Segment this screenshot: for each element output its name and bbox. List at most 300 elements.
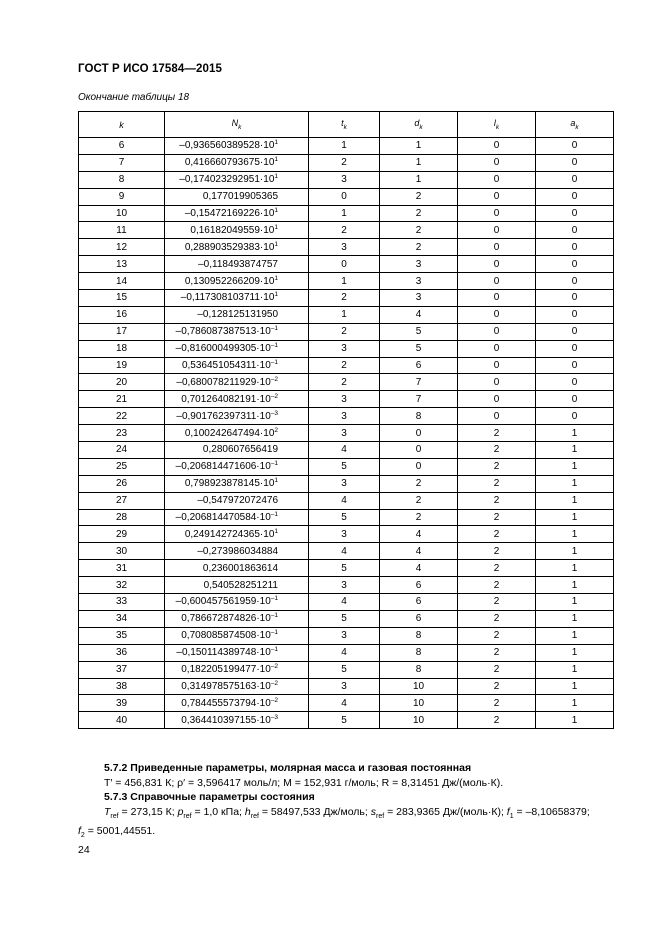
cell-dk: 10	[380, 678, 458, 695]
nk-mantissa: 0,798923878145·10	[184, 478, 275, 490]
nk-exponent: –1	[270, 646, 278, 654]
cell-ak: 0	[536, 273, 614, 290]
cell-nk	[165, 323, 309, 340]
table-row	[79, 256, 614, 273]
cell-tk: 3	[309, 526, 380, 543]
cell-dk: 3	[380, 256, 458, 273]
cell-tk: 3	[309, 678, 380, 695]
nk-exponent: 1	[274, 274, 278, 282]
cell-tk: 5	[309, 712, 380, 729]
table-row	[79, 391, 614, 408]
cell-nk	[165, 526, 309, 543]
cell-nk	[165, 492, 309, 509]
nk-mantissa: 0,416660793675·10	[184, 157, 275, 169]
cell-dk: 7	[380, 374, 458, 391]
nk-exponent: –3	[270, 713, 278, 721]
nk-exponent: –2	[270, 663, 278, 671]
nk-exponent: 1	[274, 477, 278, 485]
nk-mantissa: 0,236001863614	[202, 562, 278, 574]
cell-nk	[165, 256, 309, 273]
nk-mantissa: 0,16182049559·10	[190, 224, 275, 236]
cell-k: 30	[79, 543, 165, 560]
cell-tk: 5	[309, 458, 380, 475]
cell-k: 13	[79, 256, 165, 273]
cell-k: 18	[79, 340, 165, 357]
nk-exponent: –1	[270, 511, 278, 519]
cell-nk	[165, 594, 309, 611]
cell-tk: 4	[309, 644, 380, 661]
cell-dk: 2	[380, 222, 458, 239]
cell-tk: 4	[309, 695, 380, 712]
table-row	[79, 442, 614, 459]
table-row	[79, 644, 614, 661]
table-row	[79, 577, 614, 594]
cell-dk: 8	[380, 408, 458, 425]
nk-mantissa: 0,182205199477·10	[181, 664, 271, 676]
nk-mantissa: 0,784455573794·10	[181, 697, 271, 709]
cell-dk: 2	[380, 475, 458, 492]
cell-k: 15	[79, 290, 165, 307]
nk-exponent: 1	[274, 173, 278, 181]
cell-tk: 3	[309, 171, 380, 188]
table-row	[79, 340, 614, 357]
table-row	[79, 239, 614, 256]
cell-ak: 1	[536, 543, 614, 560]
cell-ak: 0	[536, 290, 614, 307]
cell-lk: 2	[458, 560, 536, 577]
cell-tk: 2	[309, 154, 380, 171]
nk-mantissa: –0,547972072476	[197, 495, 278, 507]
nk-mantissa: –0,128125131950	[197, 309, 278, 321]
cell-nk	[165, 644, 309, 661]
cell-ak: 0	[536, 391, 614, 408]
table-row	[79, 374, 614, 391]
table-row	[79, 458, 614, 475]
table-row	[79, 138, 614, 155]
cell-lk: 2	[458, 543, 536, 560]
nk-exponent: 1	[274, 156, 278, 164]
cell-k: 20	[79, 374, 165, 391]
cell-dk: 1	[380, 138, 458, 155]
cell-lk: 2	[458, 594, 536, 611]
cell-dk: 4	[380, 306, 458, 323]
table-row	[79, 678, 614, 695]
cell-dk: 5	[380, 340, 458, 357]
nk-exponent: –2	[270, 392, 278, 400]
table-header-row	[79, 112, 614, 138]
cell-lk: 0	[458, 408, 536, 425]
cell-k: 32	[79, 577, 165, 594]
nk-mantissa: 0,540528251211	[203, 579, 278, 591]
nk-exponent: 1	[274, 223, 278, 231]
cell-dk: 6	[380, 610, 458, 627]
cell-k: 28	[79, 509, 165, 526]
cell-tk: 4	[309, 594, 380, 611]
sections	[78, 761, 618, 844]
table-row	[79, 171, 614, 188]
table-body	[79, 138, 614, 729]
nk-exponent: –2	[270, 696, 278, 704]
cell-lk: 0	[458, 391, 536, 408]
document-header: ГОСТ Р ИСО 17584—2015	[78, 63, 223, 75]
nk-exponent: 1	[274, 291, 278, 299]
cell-dk: 1	[380, 154, 458, 171]
cell-tk: 2	[309, 222, 380, 239]
section-573-heading: 5.7.3 Справочные параметры состояния	[104, 791, 315, 803]
cell-k: 38	[79, 678, 165, 695]
cell-lk: 2	[458, 644, 536, 661]
cell-k: 9	[79, 188, 165, 205]
nk-exponent: 1	[274, 139, 278, 147]
cell-k: 7	[79, 154, 165, 171]
nk-mantissa: 0,130952266209·10	[184, 275, 275, 287]
cell-k: 21	[79, 391, 165, 408]
cell-nk	[165, 340, 309, 357]
cell-ak: 0	[536, 138, 614, 155]
section-572-text: T′ = 456,831 К; ρ′ = 3,596417 моль/л; M = 152,931 г/моль; R = 8,31451 Дж/(моль·К).	[104, 776, 504, 789]
cell-nk	[165, 543, 309, 560]
col-header-dk: $d_k$	[380, 112, 458, 138]
cell-lk: 2	[458, 678, 536, 695]
cell-nk	[165, 408, 309, 425]
cell-dk: 6	[380, 594, 458, 611]
cell-dk: 2	[380, 188, 458, 205]
cell-ak: 1	[536, 560, 614, 577]
cell-nk	[165, 306, 309, 323]
cell-dk: 8	[380, 627, 458, 644]
nk-mantissa: –0,150114389748·10	[176, 647, 271, 659]
cell-k: 6	[79, 138, 165, 155]
nk-mantissa: –0,15472169226·10	[184, 208, 275, 219]
cell-tk: 2	[309, 374, 380, 391]
cell-dk: 8	[380, 661, 458, 678]
nk-mantissa: 0,314978575163·10	[181, 680, 271, 692]
cell-tk: 3	[309, 239, 380, 256]
table-row	[79, 290, 614, 307]
cell-ak: 1	[536, 458, 614, 475]
table-row	[79, 188, 614, 205]
cell-nk	[165, 425, 309, 442]
table-row	[79, 695, 614, 712]
cell-k: 34	[79, 610, 165, 627]
cell-ak: 1	[536, 475, 614, 492]
cell-nk	[165, 138, 309, 155]
cell-tk: 5	[309, 560, 380, 577]
nk-mantissa: –0,118493874757	[198, 258, 278, 270]
cell-k: 22	[79, 408, 165, 425]
cell-nk	[165, 509, 309, 526]
nk-mantissa: –0,786087387513·10	[175, 326, 271, 338]
cell-nk	[165, 222, 309, 239]
cell-dk: 1	[380, 171, 458, 188]
cell-k: 23	[79, 425, 165, 442]
cell-ak: 0	[536, 205, 614, 222]
cell-lk: 0	[458, 340, 536, 357]
cell-dk: 5	[380, 323, 458, 340]
cell-k: 36	[79, 644, 165, 661]
nk-mantissa: 0,701264082191·10	[181, 393, 271, 405]
cell-lk: 0	[458, 323, 536, 340]
cell-lk: 0	[458, 357, 536, 374]
cell-nk	[165, 188, 309, 205]
cell-nk	[165, 678, 309, 695]
table-row	[79, 425, 614, 442]
col-header-k: k	[79, 112, 165, 138]
table-row	[79, 205, 614, 222]
cell-ak: 0	[536, 188, 614, 205]
nk-mantissa: –0,273986034884	[197, 545, 278, 557]
cell-nk	[165, 290, 309, 307]
cell-tk: 2	[309, 290, 380, 307]
cell-ak: 0	[536, 154, 614, 171]
cell-lk: 0	[458, 239, 536, 256]
cell-tk: 1	[309, 273, 380, 290]
nk-exponent: 1	[274, 207, 278, 214]
table-row	[79, 526, 614, 543]
cell-k: 12	[79, 239, 165, 256]
cell-lk: 2	[458, 661, 536, 678]
table-row	[79, 560, 614, 577]
cell-nk	[165, 577, 309, 594]
cell-tk: 3	[309, 577, 380, 594]
cell-k: 27	[79, 492, 165, 509]
table-row	[79, 661, 614, 678]
cell-tk: 1	[309, 138, 380, 155]
cell-nk	[165, 610, 309, 627]
col-header-nk: $N_k$	[165, 112, 309, 138]
cell-tk: 5	[309, 661, 380, 678]
cell-k: 16	[79, 306, 165, 323]
nk-mantissa: 0,536451054311·10	[181, 360, 271, 372]
cell-ak: 1	[536, 627, 614, 644]
cell-nk	[165, 712, 309, 729]
nk-mantissa: 0,100242647494·10	[184, 427, 275, 439]
cell-k: 17	[79, 323, 165, 340]
table-row	[79, 594, 614, 611]
nk-mantissa: –0,680078211929·10	[176, 376, 271, 388]
cell-dk: 3	[380, 290, 458, 307]
cell-nk	[165, 475, 309, 492]
nk-exponent: –1	[270, 612, 278, 620]
cell-ak: 0	[536, 222, 614, 239]
cell-nk	[165, 357, 309, 374]
cell-dk: 3	[380, 273, 458, 290]
cell-dk: 4	[380, 526, 458, 543]
cell-ak: 1	[536, 425, 614, 442]
nk-mantissa: 0,708085874508·10	[181, 630, 271, 642]
col-header-ak: $a_k$	[536, 112, 614, 138]
cell-lk: 2	[458, 712, 536, 729]
cell-lk: 0	[458, 138, 536, 155]
cell-nk	[165, 171, 309, 188]
cell-k: 33	[79, 594, 165, 611]
cell-nk	[165, 154, 309, 171]
cell-lk: 2	[458, 458, 536, 475]
cell-k: 10	[79, 205, 165, 222]
cell-nk	[165, 661, 309, 678]
cell-lk: 0	[458, 205, 536, 222]
col-header-tk: $t_k$	[309, 112, 380, 138]
table-row	[79, 509, 614, 526]
cell-nk	[165, 695, 309, 712]
cell-lk: 2	[458, 475, 536, 492]
table-row	[79, 712, 614, 729]
nk-exponent: –3	[270, 409, 278, 417]
cell-dk: 10	[380, 712, 458, 729]
nk-mantissa: –0,117308103711·10	[180, 292, 275, 304]
cell-dk: 10	[380, 695, 458, 712]
cell-dk: 0	[380, 425, 458, 442]
nk-mantissa: 0,786672874826·10	[181, 613, 271, 625]
cell-ak: 1	[536, 492, 614, 509]
cell-ak: 0	[536, 306, 614, 323]
nk-mantissa: –0,936560389528·10	[179, 140, 275, 152]
section-572-heading: 5.7.2 Приведенные параметры, молярная масса и газовая постоянная	[104, 762, 472, 774]
nk-exponent: 1	[274, 240, 278, 248]
cell-k: 40	[79, 712, 165, 729]
cell-tk: 3	[309, 408, 380, 425]
cell-tk: 0	[309, 256, 380, 273]
col-header-lk: $l_k$	[458, 112, 536, 138]
cell-ak: 0	[536, 374, 614, 391]
cell-ak: 1	[536, 695, 614, 712]
cell-ak: 0	[536, 340, 614, 357]
cell-tk: 5	[309, 509, 380, 526]
cell-tk: 4	[309, 543, 380, 560]
cell-nk	[165, 458, 309, 475]
cell-dk: 0	[380, 458, 458, 475]
table-caption: Окончание таблицы 18	[78, 92, 190, 103]
cell-ak: 1	[536, 442, 614, 459]
nk-exponent: –2	[270, 375, 278, 383]
nk-mantissa: –0,206814471606·10	[175, 461, 271, 473]
cell-dk: 7	[380, 391, 458, 408]
cell-k: 24	[79, 442, 165, 459]
table-row	[79, 627, 614, 644]
nk-mantissa: –0,174023292951·10	[179, 174, 275, 186]
page-number: 24	[78, 844, 90, 856]
cell-lk: 2	[458, 442, 536, 459]
cell-dk: 2	[380, 205, 458, 222]
cell-ak: 1	[536, 712, 614, 729]
cell-tk: 4	[309, 442, 380, 459]
table-row	[79, 357, 614, 374]
nk-exponent: –1	[270, 342, 278, 350]
cell-ak: 0	[536, 357, 614, 374]
cell-lk: 0	[458, 256, 536, 273]
nk-mantissa: –0,600457561959·10	[175, 596, 271, 608]
cell-dk: 6	[380, 577, 458, 594]
cell-tk: 3	[309, 627, 380, 644]
cell-lk: 2	[458, 526, 536, 543]
cell-nk	[165, 374, 309, 391]
cell-k: 39	[79, 695, 165, 712]
table-row	[79, 543, 614, 560]
cell-k: 35	[79, 627, 165, 644]
cell-tk: 3	[309, 425, 380, 442]
cell-lk: 2	[458, 577, 536, 594]
cell-nk	[165, 560, 309, 577]
cell-dk: 0	[380, 442, 458, 459]
cell-ak: 0	[536, 239, 614, 256]
cell-dk: 2	[380, 239, 458, 256]
nk-exponent: –1	[270, 595, 278, 603]
table-row	[79, 222, 614, 239]
nk-exponent: –2	[270, 679, 278, 687]
nk-mantissa: 0,177019905365	[202, 191, 278, 203]
cell-ak: 1	[536, 509, 614, 526]
cell-lk: 0	[458, 273, 536, 290]
cell-k: 8	[79, 171, 165, 188]
cell-lk: 0	[458, 188, 536, 205]
nk-exponent: –1	[270, 460, 278, 468]
section-573-text: $T_{ref} = 273,15$ К; $p_{ref} = 1,0$ кПа; $h_{ref} = 58497,533$ Дж/моль; $s_{ref} = 283,9365$ Дж/(моль·К); $f_1 = -8,10658379$;	[104, 805, 590, 820]
cell-lk: 0	[458, 374, 536, 391]
table-row	[79, 610, 614, 627]
cell-dk: 4	[380, 560, 458, 577]
nk-mantissa: –0,901762397311·10	[176, 410, 271, 422]
nk-mantissa: –0,816000499305·10	[175, 343, 271, 355]
cell-k: 25	[79, 458, 165, 475]
cell-lk: 0	[458, 290, 536, 307]
nk-mantissa: 0,288903529383·10	[184, 241, 275, 253]
cell-nk	[165, 627, 309, 644]
cell-tk: 1	[309, 306, 380, 323]
cell-lk: 2	[458, 695, 536, 712]
cell-lk: 0	[458, 154, 536, 171]
cell-k: 26	[79, 475, 165, 492]
nk-exponent: 2	[274, 426, 278, 434]
nk-exponent: 1	[274, 527, 278, 535]
cell-ak: 1	[536, 678, 614, 695]
table-row	[79, 492, 614, 509]
cell-ak: 1	[536, 610, 614, 627]
cell-lk: 0	[458, 171, 536, 188]
cell-tk: 2	[309, 357, 380, 374]
cell-nk	[165, 273, 309, 290]
cell-ak: 0	[536, 408, 614, 425]
cell-lk: 2	[458, 509, 536, 526]
cell-ak: 1	[536, 526, 614, 543]
table-row	[79, 306, 614, 323]
cell-k: 29	[79, 526, 165, 543]
cell-dk: 2	[380, 509, 458, 526]
cell-lk: 2	[458, 610, 536, 627]
cell-tk: 4	[309, 492, 380, 509]
nk-exponent: –1	[270, 629, 278, 637]
cell-tk: 3	[309, 475, 380, 492]
table-row	[79, 475, 614, 492]
cell-nk	[165, 442, 309, 459]
cell-lk: 2	[458, 492, 536, 509]
coefficients-table	[78, 111, 614, 729]
cell-lk: 0	[458, 222, 536, 239]
cell-tk: 0	[309, 188, 380, 205]
cell-tk: 3	[309, 391, 380, 408]
nk-exponent: –1	[270, 325, 278, 333]
table-row	[79, 408, 614, 425]
cell-dk: 8	[380, 644, 458, 661]
cell-tk: 1	[309, 205, 380, 222]
nk-mantissa: 0,364410397155·10	[181, 714, 271, 726]
cell-nk	[165, 391, 309, 408]
cell-ak: 0	[536, 323, 614, 340]
cell-ak: 0	[536, 256, 614, 273]
cell-ak: 1	[536, 577, 614, 594]
cell-k: 11	[79, 222, 165, 239]
nk-mantissa: 0,249142724365·10	[184, 528, 275, 540]
table-row	[79, 154, 614, 171]
